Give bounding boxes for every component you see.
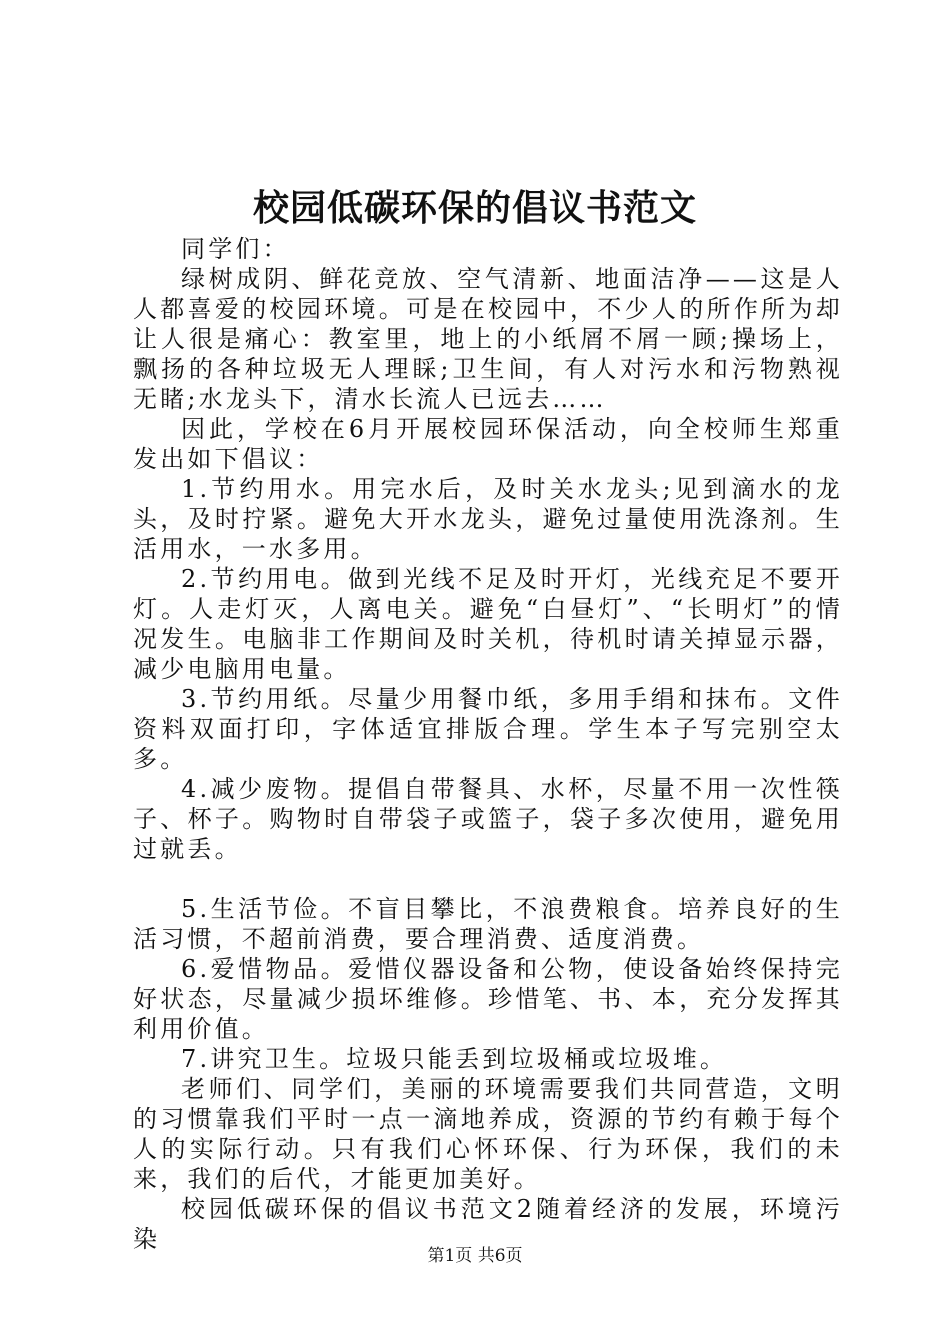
next-sample-paragraph: 校园低碳环保的倡议书范文2随着经济的发展，环境污染: [133, 1195, 843, 1253]
document-body: [133, 234, 843, 1254]
page-number: 第1页 共6页: [427, 1246, 523, 1266]
proposal-item-2: 2.节约用电。做到光线不足及时开灯，光线充足不要开灯。人走灯灭，人离电关。避免“白昼灯”、“长明灯”的情况发生。电脑非工作期间及时关机，待机时请关掉显示器，减少电脑用电量。: [133, 565, 843, 683]
proposal-item-7: 7.讲究卫生。垃圾只能丢到垃圾桶或垃圾堆。: [181, 1045, 728, 1073]
proposal-item-3: 3.节约用纸。尽量少用餐巾纸，多用手绢和抹布。文件资料双面打印，字体适宜排版合理。学生本子写完别空太多。: [133, 685, 843, 773]
proposal-item-1: 1.节约用水。用完水后，及时关水龙头;见到滴水的龙头，及时拧紧。避免大开水龙头，避免过量使用洗涤剂。生活用水，一水多用。: [133, 475, 843, 563]
proposal-item-4: 4.减少废物。提倡自带餐具、水杯，尽量不用一次性筷子、杯子。购物时自带袋子或篮子，袋子多次使用，避免用过就丢。: [133, 775, 843, 863]
closing-paragraph: 老师们、同学们，美丽的环境需要我们共同营造，文明的习惯靠我们平时一点一滴地养成，资源的节约有赖于每个人的实际行动。只有我们心怀环保、行为环保，我们的未来，我们的后代，才能更加美好。: [133, 1075, 843, 1193]
salutation: 同学们：: [181, 235, 290, 263]
intro-paragraph: 绿树成阴、鲜花竞放、空气清新、地面洁净——这是人人都喜爱的校园环境。可是在校园中，不少人的所作所为却让人很是痛心：教室里，地上的小纸屑不屑一顾;操场上，飘扬的各种垃圾无人理睬;卫生间，有人对污水和污物熟视无睹;水龙头下，清水长流人已远去……: [133, 265, 843, 413]
blank-line: [133, 864, 843, 894]
proposal-item-6: 6.爱惜物品。爱惜仪器设备和公物，使设备始终保持完好状态，尽量减少损坏维修。珍惜笔、书、本，充分发挥其利用价值。: [133, 955, 843, 1043]
document-title: 校园低碳环保的倡议书范文: [252, 187, 697, 229]
proposal-item-5: 5.生活节俭。不盲目攀比，不浪费粮食。培养良好的生活习惯，不超前消费，要合理消费、适度消费。: [133, 895, 843, 953]
proposal-intro: 因此，学校在6月开展校园环保活动，向全校师生郑重发出如下倡议：: [133, 415, 843, 473]
